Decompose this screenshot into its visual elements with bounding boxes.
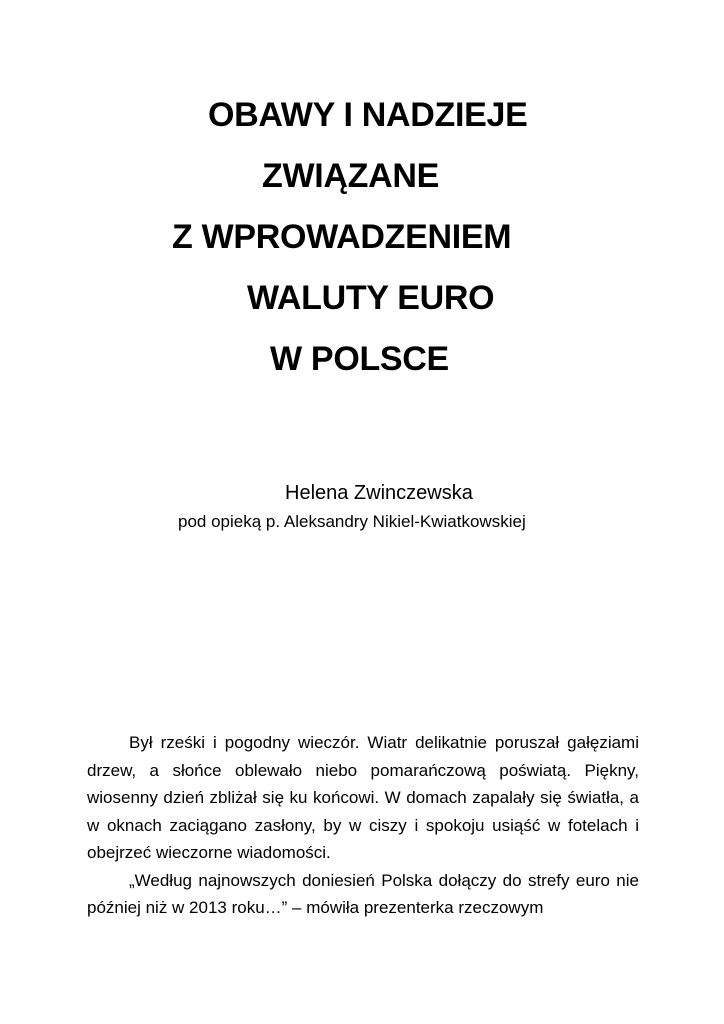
title-line-3: Z WPROWADZENIEM — [172, 218, 512, 256]
body-text — [87, 729, 639, 922]
title-line-2: ZWIĄZANE — [262, 157, 440, 195]
supervisor-line: pod opieką p. Aleksandry Nikiel-Kwiatkowskiej — [178, 512, 526, 531]
author-name: Helena Zwinczewska — [285, 482, 473, 504]
title-line-5: W POLSCE — [270, 340, 449, 378]
paragraph-2: „Według najnowszych doniesień Polska dołączy do strefy euro nie później niż w 2013 roku…” – mówiła prezenterka rzeczowym — [87, 870, 639, 917]
title-line-4: WALUTY EURO — [247, 279, 495, 317]
paragraph-1: Był rześki i pogodny wieczór. Wiatr delikatnie poruszał gałęziami drzew, a słońce oblewało niebo pomarańczową poświatą. Piękny, wiosenny dzień zbliżał się ku końcowi. W domach zapalały się światła, a w oknach zaciągano zasłony, by w ciszy i spokoju usiąść w fotelach i obejrzeć wieczorne wiadomości. — [87, 733, 639, 862]
title-line-1: OBAWY I NADZIEJE — [208, 96, 528, 134]
